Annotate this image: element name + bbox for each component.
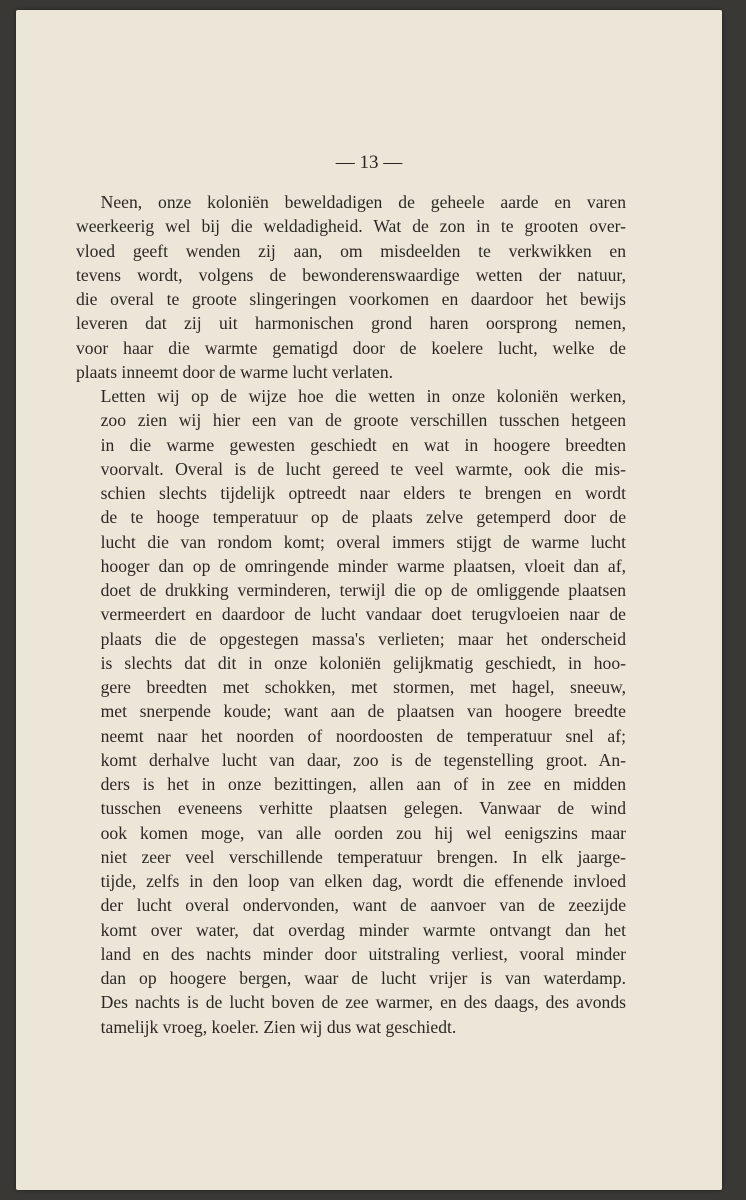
text-line: der lucht overal ondervonden, want de aanvoer van de zeezijde (100, 895, 626, 916)
text-line: leveren dat zij uit harmonischen grond haren oorsprong nemen, (76, 313, 626, 334)
text-line: dan op hoogere bergen, waar de lucht vrijer is van waterdamp. (100, 968, 626, 988)
text-line: doet de drukking verminderen, terwijl die op de omliggende plaatsen (100, 580, 626, 600)
text-line: plaats inneemt door de warme lucht verlaten. (76, 361, 394, 382)
text-line: is slechts dat dit in onze koloniën gelijkmatig geschiedt, in hoo- (100, 652, 626, 673)
text-line: met snerpende koude; want aan de plaatsen van hoogere breedte (100, 701, 626, 722)
text-line: niet zeer veel verschillende temperatuur brengen. In elk jaarge- (100, 846, 626, 867)
text-line: tusschen eveneens verhitte plaatsen gelegen. Vanwaar de wind (100, 798, 626, 819)
text-line: zoo zien wij hier een van de groote verschillen tusschen hetgeen (100, 410, 626, 431)
text-line: vermeerdert en daardoor de lucht vandaar doet terugvloeien naar de (100, 604, 626, 625)
text-line: tijde, zelfs in den loop van elken dag, wordt die effenende invloed (100, 871, 626, 891)
text-line: plaats die de opgestegen massa's verlieten; maar het onderscheid (100, 628, 626, 649)
text-line: de te hooge temperatuur op de plaats zelve getemperd door de (100, 507, 626, 528)
text-line: schien slechts tijdelijk optreedt naar elders te brengen en wordt (100, 483, 626, 503)
text-line: ook komen moge, van alle oorden zou hij wel eenigszins maar (100, 822, 626, 843)
paragraph-1 (76, 190, 626, 384)
text-line: tamelijk vroeg, koeler. Zien wij dus wat geschiedt. (100, 1016, 457, 1037)
text-line: in die warme gewesten geschiedt en wat in hoogere breedten (100, 434, 626, 455)
text-line: komt over water, dat overdag minder warmte ontvangt dan het (100, 919, 626, 940)
text-line: weerkeerig wel bij die weldadigheid. Wat de zon in te grooten over- (76, 216, 626, 237)
page-number: — 13 — (335, 152, 403, 173)
paragraph-2 (76, 384, 626, 1039)
text-line: lucht die van rondom komt; overal immers stijgt de warme lucht (100, 531, 626, 552)
text-line: voor haar die warmte gematigd door de koelere lucht, welke de (76, 337, 626, 358)
text-line: hooger dan op de omringende minder warme plaatsen, vloeit dan af, (100, 555, 626, 576)
text-line: die overal te groote slingeringen voorkomen en daardoor het bewijs (76, 289, 626, 309)
text-line: komt derhalve lucht van daar, zoo is de tegenstelling groot. An- (100, 749, 626, 770)
text-line: voorvalt. Overal is de lucht gereed te veel warmte, ook die mis- (100, 458, 626, 479)
text-line: ders is het in onze bezittingen, allen aan of in zee en midden (100, 774, 626, 794)
text-line: land en des nachts minder door uitstraling verliest, vooral minder (100, 943, 626, 964)
body-text (76, 190, 626, 1039)
text-line: Des nachts is de lucht boven de zee warmer, en des daags, des avonds (100, 992, 626, 1013)
text-line: Neen, onze koloniën beweldadigen de geheele aarde en varen (100, 192, 626, 212)
text-line: tevens wordt, volgens de bewonderenswaardige wetten der natuur, (76, 264, 626, 285)
text-line: gere breedten met schokken, met stormen, met hagel, sneeuw, (100, 677, 626, 697)
text-line: neemt naar het noorden of noordoosten de temperatuur snel af; (100, 725, 626, 746)
book-page (16, 10, 722, 1190)
text-line: Letten wij op de wijze hoe die wetten in onze koloniën werken, (100, 386, 626, 406)
text-line: vloed geeft wenden zij aan, om misdeelden te verkwikken en (76, 240, 626, 261)
